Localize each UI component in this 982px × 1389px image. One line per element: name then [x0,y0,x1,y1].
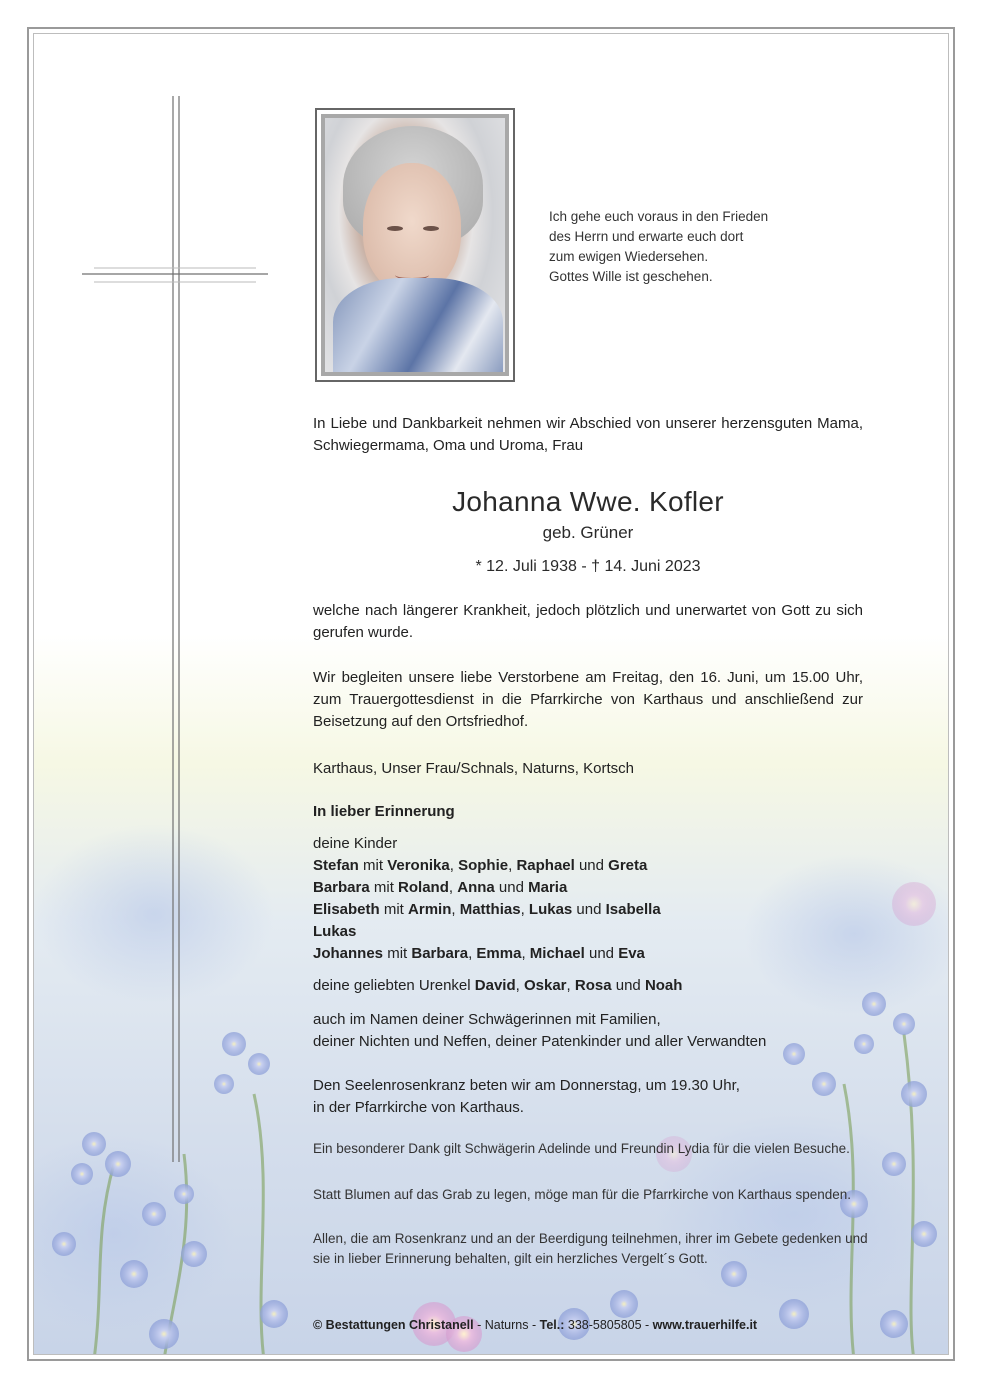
connector-text: , [468,945,477,962]
life-dates: * 12. Juli 1938 - † 14. Juni 2023 [475,558,701,575]
connector-text: und [572,901,606,918]
kids-intro: deine Kinder [313,835,398,852]
connector-text: , [451,901,460,918]
name-bold: Elisabeth [313,901,380,918]
name-bold: Anna [457,879,495,896]
bible-verse [549,207,789,287]
name-bold: Eva [618,945,645,962]
connector-text: mit [358,857,388,874]
kids-family-line [313,877,883,899]
card-inner-border [33,33,949,1355]
name-bold: Stefan [313,857,359,874]
verse-line: zum ewigen Wiedersehen. [549,249,709,264]
name-bold: © Bestattungen Christanell [313,1318,474,1332]
name-bold: Rosa [574,977,612,994]
kids-family-line [313,855,883,877]
connector-text: , [521,945,530,962]
name-bold: Oskar [523,977,567,994]
connector-text: , [515,977,524,994]
deceased-name-block [313,484,863,580]
connector-text: mit [379,901,409,918]
donation-paragraph: Statt Blumen auf das Grab zu legen, möge man für die Pfarrkirche von Karthaus spenden. [313,1187,852,1202]
connector-text: - Naturns - [473,1318,540,1332]
death-paragraph: welche nach längerer Krankheit, jedoch plötzlich und unerwartet von Gott zu sich gerufen wurde. [313,602,863,641]
portrait-photo-mat [321,114,509,376]
name-bold: Sophie [458,857,509,874]
places-line: Karthaus, Unser Frau/Schnals, Naturns, Kortsch [313,760,634,777]
connector-text: und [574,857,609,874]
relatives-lines [313,1009,883,1053]
name-bold: Tel.: [539,1318,565,1332]
rosary-announcement [313,1075,883,1119]
connector-text: deine geliebten Urenkel [313,977,475,994]
name-bold: David [474,977,516,994]
connector-text: und [584,945,619,962]
name-bold: Johannes [313,945,384,962]
connector-text: und [611,977,645,994]
deceased-name: Johanna Wwe. Kofler [452,486,724,517]
name-bold: Matthias [459,901,521,918]
great-grandchildren-line [313,975,883,997]
relatives-line: deiner Nichten und Neffen, deiner Patenkinder und aller Verwandten [313,1033,767,1050]
name-bold: Maria [528,879,568,896]
kids-family-line [313,943,883,965]
name-bold: Noah [644,977,683,994]
funeral-home-footer [313,1318,757,1332]
kids-family-line [313,921,883,943]
name-bold: Isabella [605,901,661,918]
portrait-photo-frame [315,108,515,382]
name-bold: Barbara [411,945,469,962]
name-bold: Armin [408,901,452,918]
name-bold: Raphael [516,857,575,874]
intro-paragraph: In Liebe und Dankbarkeit nehmen wir Abschied von unserer herzensguten Mama, Schwiegermama, Oma und Uroma, Frau [313,415,863,454]
portrait-photo [325,118,505,372]
name-bold: Barbara [313,879,370,896]
connector-text: , [520,901,529,918]
verse-line: Ich gehe euch voraus in den Frieden [549,209,769,224]
connector-text: , [449,857,459,874]
connector-text: , [448,879,458,896]
relatives-line: auch im Namen deiner Schwägerinnen mit Familien, [313,1011,661,1028]
connector-text: 338-5805805 [564,1318,642,1332]
rosary-line: in der Pfarrkirche von Karthaus. [313,1099,524,1116]
kids-family-line [313,899,883,921]
connector-text: mit [383,945,412,962]
cross-icon [34,34,334,1184]
connector-text: - [641,1318,653,1332]
name-bold: Michael [529,945,585,962]
kids-list [313,855,883,965]
gratitude-paragraph: Allen, die am Rosenkranz und an der Beerdigung teilnehmen, ihrer im Gebete gedenken und sie in lieber Erinnerung behalten, gilt ein herzliches Vergelt´s Gott. [313,1231,868,1266]
rosary-line: Den Seelenrosenkranz beten wir am Donnerstag, um 19.30 Uhr, [313,1077,740,1094]
name-bold: www.trauerhilfe.it [652,1318,758,1332]
name-bold: Greta [608,857,648,874]
name-bold: Lukas [313,923,357,940]
connector-text: und [494,879,529,896]
name-bold: Lukas [528,901,573,918]
birth-name: geb. Grüner [542,523,634,542]
name-bold: Veronika [387,857,450,874]
name-bold: Emma [476,945,522,962]
thanks-paragraph: Ein besonderer Dank gilt Schwägerin Adelinde und Freundin Lydia für die vielen Besuche. [313,1141,850,1156]
connector-text: mit [369,879,399,896]
verse-line: Gottes Wille ist geschehen. [549,269,713,284]
obituary-card [27,27,955,1361]
funeral-paragraph: Wir begleiten unsere liebe Verstorbene am Freitag, den 16. Juni, um 15.00 Uhr, zum Trauergottesdienst in die Pfarrkirche von Karthaus und anschließend zur Beisetzung auf den Ortsfriedhof. [313,669,863,730]
name-bold: Roland [398,879,449,896]
mourners-heading: In lieber Erinnerung [313,803,455,820]
connector-text: , [508,857,517,874]
verse-line: des Herrn und erwarte euch dort [549,229,744,244]
connector-text: , [566,977,575,994]
